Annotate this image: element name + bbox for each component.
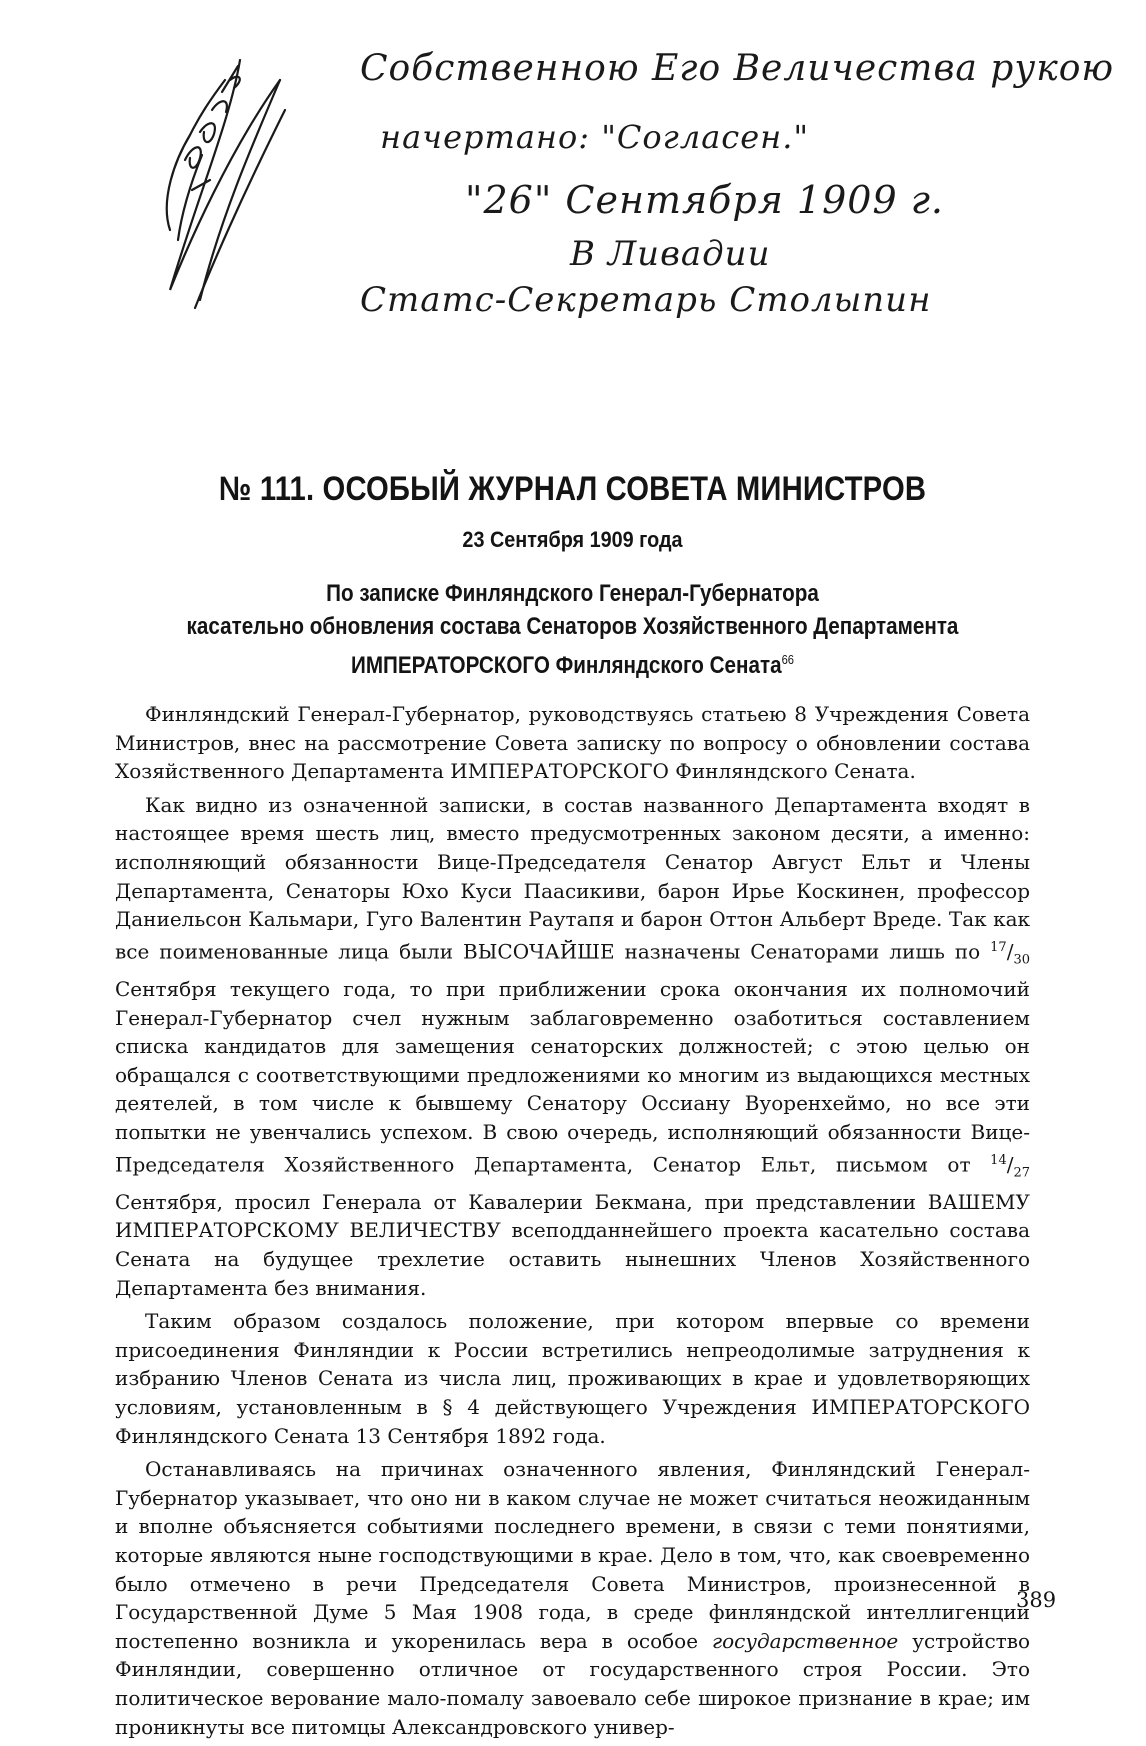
date-1-denominator: 30: [1013, 952, 1030, 968]
subject-line-1: По записке Финляндского Генерал-Губернатора: [326, 580, 819, 607]
signature-flourish-icon: [130, 40, 290, 330]
paragraph-4-part-1: Останавливаясь на причинах означенного явления, Финляндский Генерал-Губернатор указывает, что оно ни в каком случае не может считаться неожиданным и вполне объясняется событиями последнего времени, в связи с теми понятиями, которые являются ныне господствующими в крае. Дело в том, что, как своевременно было отмечено в речи Председателя Совета Министров, произнесенной в Государственной Думе 5 Мая 1908 года, в среде финляндской интеллигенции постепенно возникла и укоренилась вера в особое: [115, 1457, 1030, 1653]
document-title: № 111. ОСОБЫЙ ЖУРНАЛ СОВЕТА МИНИСТРОВ: [218, 470, 927, 508]
handwriting-secretary-signature: Статс-Секретарь Столыпин: [360, 280, 932, 320]
date-2-numerator: 14: [990, 1152, 1007, 1168]
paragraph-3: Таким образом создалось положение, при котором впервые со времени присоединения Финляндии к России встретились непреодолимые затруднения к избранию Членов Сената из числа лиц, проживающих в крае и удовлетворяющих условиям, установленным в § 4 действующего Учреждения ИМПЕРАТОРСКОГО Финляндского Сената 13 Сентября 1892 года.: [115, 1309, 1030, 1448]
paragraph-4-part-2: устройство Финляндии, совершенно отличное от государственного строя России. Это политическое верование мало-помалу завоевало себе широкое признание в крае; им проникнуты все питомцы Александровского универ-: [115, 1628, 1031, 1739]
handwritten-resolution: [130, 40, 1115, 370]
handwriting-date-line: "26" Сентября 1909 г.: [465, 178, 945, 222]
date-1-numerator: 17: [990, 939, 1007, 955]
handwriting-line-2: начертано: "Согласен.": [380, 118, 810, 156]
paragraph-1: Финляндский Генерал-Губернатор, руководствуясь статьею 8 Учреждения Совета Министров, внес на рассмотрение Совета записку по вопросу о обновлении состава Хозяйственного Департамента ИМПЕРАТОРСКОГО Финляндского Сената.: [115, 702, 1030, 784]
document-date: 23 Сентября 1909 года: [462, 527, 683, 552]
paragraph-2-part-1: Как видно из означенной записки, в состав названного Департамента входят в настоящее время шесть лиц, вместо предусмотренных законом десяти, а именно: исполняющий обязанности Вице-Председателя Сенатор Август Ельт и Члены Департамента, Сенаторы Юхо Куси Паасикиви, барон Ирье Коскинен, профессор Даниельсон Кальмари, Гуго Валентин Раутапя и барон Оттон Альберт Вреде. Так как все поименованные лица были ВЫСОЧАЙШЕ назначены Сенаторами лишь по: [115, 792, 1030, 964]
imperial-signature-mark: [130, 40, 290, 330]
subject-line-3: [179, 643, 966, 682]
document-body: [115, 700, 1030, 1741]
paragraph-2-part-2: Сентября текущего года, то при приближении срока окончания их полномочий Генерал-Губернатор счел нужным заблаговременно озаботиться составлением списка кандидатов для замещения сенаторских должностей; с этою целью он обращался с соответствующими предложениями ко многим из выдающихся местных деятелей, в том числе к бывшему Сенатору Оссиану Вуоренхеймо, но все эти попытки не увенчались успехом. В свою очередь, исполняющий обязанности Вице-Председателя Хозяйственного Департамента, Сенатор Ельт, письмом от: [115, 977, 1030, 1177]
footnote-marker: 66: [781, 652, 795, 667]
paragraph-4: [115, 1455, 1030, 1741]
subject-line-3-text: ИМПЕРАТОРСКОГО Финляндского Сената: [350, 652, 782, 679]
subject-line-2: касательно обновления состава Сенаторов Хозяйственного Департамента: [186, 613, 959, 640]
handwriting-line-1: Собственною Его Величества рукою: [360, 48, 1115, 89]
page-number: 389: [1016, 1588, 1057, 1612]
paragraph-4-emphasis: государственное: [712, 1628, 899, 1653]
document-subject: [179, 577, 966, 682]
date-2-denominator: 27: [1013, 1165, 1031, 1181]
handwriting-place-line: В Ливадии: [570, 234, 771, 274]
paragraph-2-part-3: Сентября, просил Генерала от Кавалерии Бекмана, при представлении ВАШЕМУ ИМПЕРАТОРСКОМУ ВЕЛИЧЕСТВУ всеподданнейшего проекта касательно состава Сената на будущее трехлетие оставить нынешних Членов Хозяйственного Департамента без внимания.: [115, 1189, 1030, 1300]
document-content: [115, 470, 1030, 1746]
paragraph-2: Как видно из означенной записки, в состав названного Департамента входят в настоящее время шесть лиц, вместо предусмотренных законом десяти, а именно: исполняющий обязанности Вице-Председателя Сенатор Август Ельт и Члены Департамента, Сенаторы Юхо Куси Паасикиви, барон Ирье Коскинен, профессор Даниельсон Кальмари, Гуго Валентин Раутапя и барон Оттон Альберт Вреде. Так как все поименованные лица были ВЫСОЧАЙШЕ назначены Сенаторами лишь по $^{17}/_{30}$ Сентября текущего года, то при приближении срока окончания их полномочий Генерал-Губернатор счел нужным заблаговременно озаботиться составлением списка кандидатов для замещения сенаторских должностей; с этою целью он обращался с соответствующими предложениями ко многим из выдающихся местных деятелей, в том числе к бывшему Сенатору Оссиану Вуоренхеймо, но все эти попытки не увенчались успехом. В свою очередь, исполняющий обязанности Вице-Председателя Хозяйственного Департамента, Сенатор Ельт, письмом от $^{14}/_{27}$ Сентября, просил Генерала от Кавалерии Бекмана, при представлении ВАШЕМУ ИМПЕРАТОРСКОМУ ВЕЛИЧЕСТВУ всеподданнейшего проекта касательно состава Сената на будущее трехлетие оставить нынешних Членов Хозяйственного Департамента без внимания.: [115, 792, 1031, 1300]
